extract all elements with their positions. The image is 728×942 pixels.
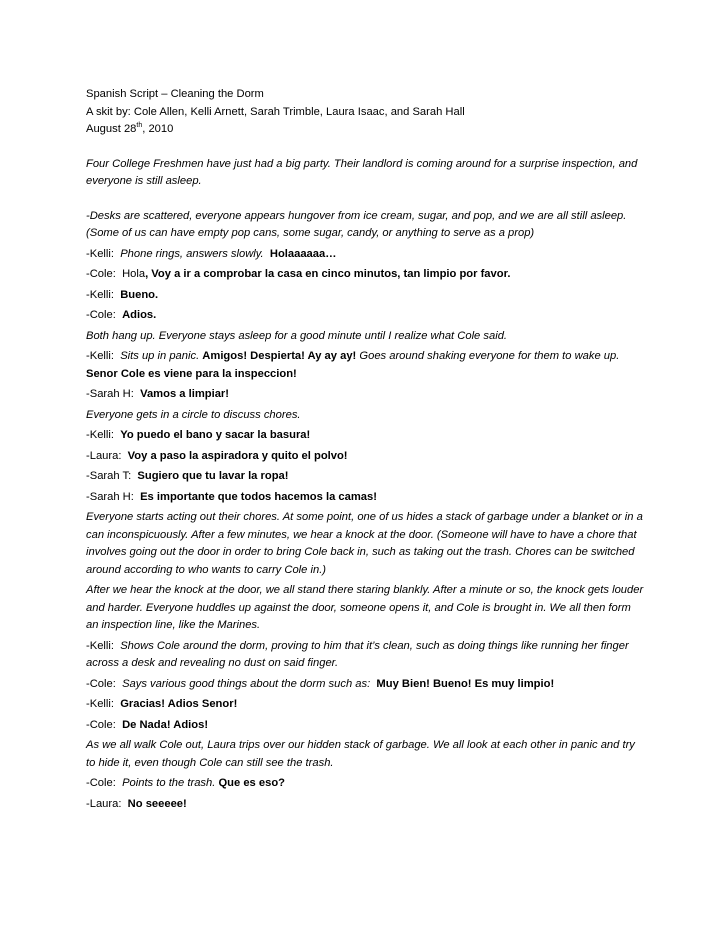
speaker: -Laura: — [86, 449, 122, 462]
dialogue-line — [86, 348, 646, 383]
spoken-line: Sugiero que tu lavar la ropa! — [137, 470, 289, 482]
dialogue-line — [86, 796, 646, 814]
speaker: -Cole: — [86, 677, 116, 690]
script-authors: A skit by: Cole Allen, Kelli Arnett, Sarah Trimble, Laura Isaac, and Sarah Hall — [86, 105, 465, 118]
speaker: -Laura: — [86, 797, 122, 810]
intro-paragraph: Four College Freshmen have just had a big party. Their landlord is coming around for a surprise inspection, and everyone is still asleep. — [86, 157, 638, 187]
stage-direction-paragraph: As we all walk Cole out, Laura trips over our hidden stack of garbage. We all look at each other in panic and try to hide it, even though Cole can still see the trash. — [86, 739, 635, 769]
dialogue-line — [86, 448, 646, 466]
stage-direction-paragraph: Everyone starts acting out their chores. At some point, one of us hides a stack of garbage under a blanket or in a can inconspicuously. After a few minutes, we hear a knock at the door. (Someone will have to have a chore that involves going out the door in order to bring Cole back in, such as taking out the trash. Chores can be switched around according to who wants to carry Cole in.) — [86, 511, 643, 576]
dialogue-line — [86, 307, 646, 325]
script-title: Spanish Script – Cleaning the Dorm — [86, 88, 264, 100]
dialogue-line — [86, 266, 646, 284]
date-superscript: th — [136, 122, 143, 129]
spoken-line: Yo puedo el bano y sacar la basura! — [120, 429, 311, 441]
spoken-line: , Voy a ir a comprobar la casa en cinco minutos, tan limpio por favor. — [145, 268, 511, 280]
stage-direction: Sits up in panic. — [120, 350, 200, 362]
stage-direction: Goes around shaking everyone for them to wake up. — [359, 350, 620, 362]
stage-direction-paragraph: After we hear the knock at the door, we all stand there staring blankly. After a minute or so, the knock gets louder and harder. Everyone huddles up against the door, someone opens it, and Cole is brought in. We all then form an inspection line, like the Marines. — [86, 584, 644, 631]
date-suffix: , 2010 — [142, 123, 174, 135]
dialogue-line — [86, 775, 646, 793]
dialogue-line — [86, 246, 646, 264]
speaker: -Cole: — [86, 309, 116, 321]
speaker: -Sarah T: — [86, 470, 132, 482]
setting-paragraph: -Desks are scattered, everyone appears hungover from ice cream, sugar, and pop, and we are all still asleep. (Some of us can have empty pop cans, some sugar, candy, or anything to serve as a prop) — [86, 209, 627, 239]
stage-direction: Says various good things about the dorm such as: — [122, 677, 371, 690]
spoken-line: Amigos! Despierta! Ay ay ay! — [202, 350, 357, 362]
spoken-line: Gracias! Adios Senor! — [120, 698, 238, 710]
speaker: -Sarah H: — [86, 388, 134, 400]
dialogue-line — [86, 489, 646, 507]
speaker: -Sarah H: — [86, 490, 134, 503]
spoken-line: Que es eso? — [218, 777, 285, 789]
speaker: -Kelli: — [86, 429, 114, 441]
stage-direction-line: Both hang up. Everyone stays asleep for a good minute until I realize what Cole said. — [86, 329, 508, 342]
spoken-line: Muy Bien! Bueno! Es muy limpio! — [376, 677, 555, 690]
spacer — [86, 191, 646, 208]
speaker: -Cole: — [86, 718, 116, 731]
speaker: -Kelli: — [86, 698, 114, 710]
script-date — [86, 121, 646, 139]
dialogue-line — [86, 696, 646, 714]
dialogue-line — [86, 676, 646, 694]
speaker: -Cole: — [86, 268, 116, 280]
dialogue-line — [86, 468, 646, 486]
spoken-line: Holaaaaaa… — [269, 247, 337, 260]
script-body — [86, 86, 646, 816]
spacer — [86, 139, 646, 156]
stage-direction-line: Everyone gets in a circle to discuss chores. — [86, 408, 301, 421]
stage-direction: Shows Cole around the dorm, proving to him that it’s clean, such as doing things like running her finger across a desk and revealing no dust on said finger. — [86, 639, 629, 669]
dialogue-line — [86, 717, 646, 735]
spoken-line-plain: Hola — [122, 268, 146, 280]
date-prefix: August 28 — [86, 123, 137, 135]
speaker: -Kelli: — [86, 639, 114, 652]
spoken-line: De Nada! Adios! — [122, 718, 209, 731]
dialogue-line — [86, 386, 646, 404]
speaker: -Kelli: — [86, 288, 114, 301]
speaker: -Kelli: — [86, 350, 114, 362]
spoken-line: Adios. — [122, 309, 157, 321]
spoken-line: Vamos a limpiar! — [140, 388, 230, 400]
dialogue-line — [86, 287, 646, 305]
dialogue-line — [86, 638, 646, 673]
spoken-line: Es importante que todos hacemos la camas! — [140, 490, 377, 503]
speaker: -Cole: — [86, 777, 116, 789]
stage-direction: Phone rings, answers slowly. — [120, 247, 264, 260]
stage-direction: Points to the trash. — [122, 777, 216, 789]
spoken-line: Senor Cole es viene para la inspeccion! — [86, 367, 297, 380]
spoken-line: No seeeee! — [127, 797, 187, 810]
speaker: -Kelli: — [86, 247, 114, 260]
spoken-line: Voy a paso la aspiradora y quito el polvo! — [127, 449, 348, 462]
spoken-line: Bueno. — [120, 288, 159, 301]
dialogue-line — [86, 427, 646, 445]
